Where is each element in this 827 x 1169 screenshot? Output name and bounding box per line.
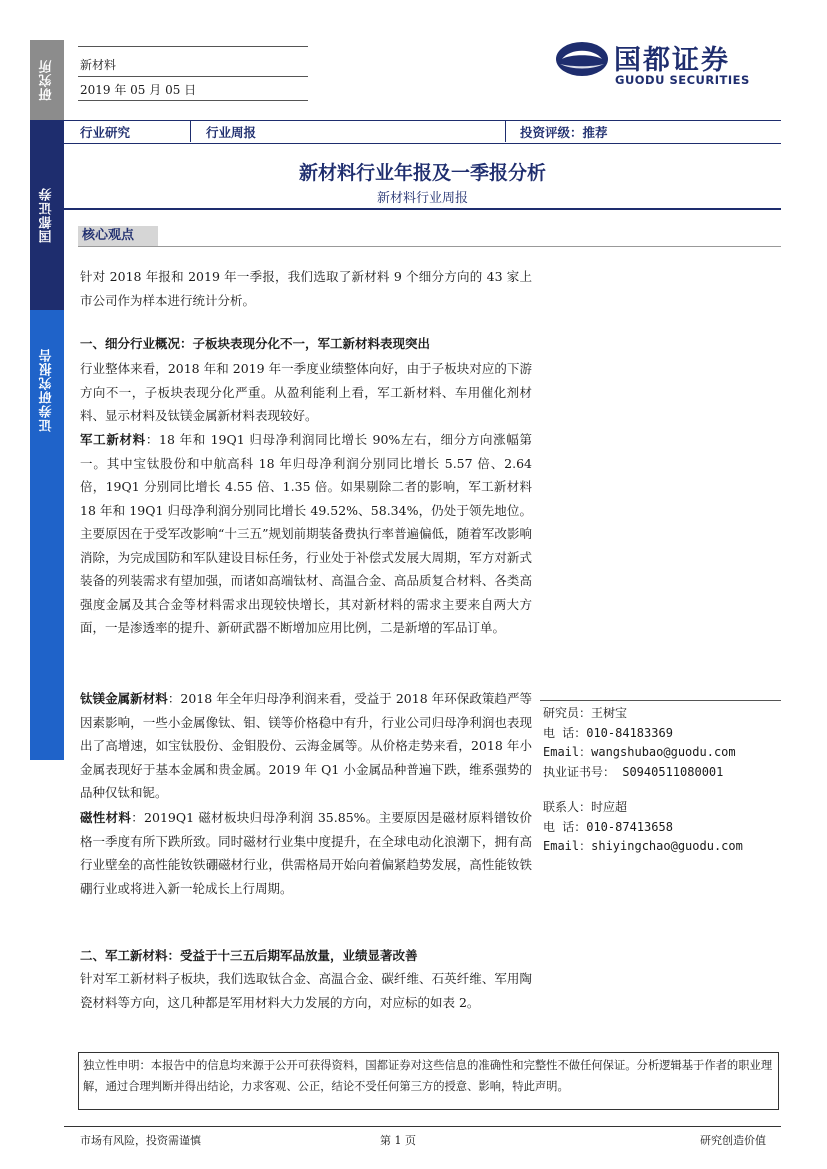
header-rule-mid <box>78 76 308 77</box>
report-title: 新材料行业年报及一季报分析 <box>298 162 546 184</box>
header-rule-top <box>78 46 308 47</box>
military-lead: 军工新材料 <box>80 432 146 447</box>
tag-separator <box>505 120 506 142</box>
report-tag-bar <box>64 120 781 144</box>
title-rule <box>64 208 781 210</box>
analyst-cert: 执业证书号： S0940511080001 <box>543 764 724 779</box>
header-rule-bottom <box>78 100 308 101</box>
contact-phone: 电 话：010-87413658 <box>543 819 673 834</box>
section2-heading: 二、军工新材料：受益于十三五后期军品放量，业绩显著改善 <box>80 948 418 963</box>
section1-heading: 一、细分行业概况：子板块表现分化不一，军工新材料表现突出 <box>80 336 431 351</box>
sidebar-label-company: 国都证券 <box>39 187 55 243</box>
tag-weekly: 行业周报 <box>206 125 257 140</box>
titanium-paragraph <box>80 687 532 805</box>
contact-email[interactable]: Email：shiyingchao@guodu.com <box>543 839 743 853</box>
contact-block <box>543 798 743 857</box>
magnetic-text: ：2019Q1 磁材板块归母净利润 35.85%。主要原因是磁材原料镨钕价格一季度有所下跌所致。同时磁材行业集中度提升，在全球电动化浪潮下，拥有高行业壁垒的高性能钕铁硼磁材行业，供需格局开始向着偏紧趋势发展，高性能钕铁硼行业或将进入新一轮成长上行周期。 <box>80 810 532 896</box>
intro-paragraph: 针对 2018 年报和 2019 年一季报，我们选取了新材料 9 个细分方向的 43 家上市公司作为样本进行统计分析。 <box>80 269 532 308</box>
titanium-text: ：2018 年全年归母净利润来看，受益于 2018 年环保政策趋严等因素影响，一些小金属像钛、钼、镁等价格稳中有升，行业公司归母净利润也表现出了高增速，如宝钛股份、金钼股份、云海金属等。从价格走势来看，2018 年小金属表现好于基本金属和贵金属。2019 年 Q1 小金属品种普遍下跌，维系强势的品种仅钛和铌。 <box>80 691 532 800</box>
footer-risk-note: 市场有风险，投资需谨慎 <box>80 1134 201 1147</box>
tag-industry-research: 行业研究 <box>80 125 131 140</box>
footer-slogan: 研究创造价值 <box>700 1134 766 1147</box>
magnetic-paragraph <box>80 806 532 900</box>
analyst-phone: 电 话：010-84183369 <box>543 725 673 740</box>
military-text: ：18 年和 19Q1 归母净利润同比增长 90%左右，细分方向涨幅第一。其中宝钛股份和中航高科 18 年归母净利润分别同比增长 5.57 倍、2.64 倍，19Q1 分别同比增长 4.55 倍、1.35 倍。如果剔除二者的影响，军工新材料 18 年和 19Q1 归母净利润分别同比增长 49.52%、58.34%，仍处于领先地位。主要原因在于受军改影响“十三五”规划前期装备费执行率普遍偏低，随着军改影响消除，为完成国防和军队建设目标任务，行业处于补偿式发展大周期，军方对新式装备的列装需求有望加强，而诸如高端钛材、高温合金、高品质复合材料、各类高强度金属及其合金等材料需求出现较快增长，其对新材料的需求主要来自两大方面，一是渗透率的提升、新研武器不断增加应用比例，二是新增的军品订单。 <box>80 432 532 635</box>
military-paragraph <box>80 428 532 640</box>
tag-rating: 投资评级：推荐 <box>520 125 608 140</box>
analyst-block <box>543 704 736 782</box>
footer-rule <box>64 1126 781 1127</box>
sidebar-label-institute: 研究所 <box>39 59 55 101</box>
contact-rule <box>540 700 781 701</box>
section2-text: 针对军工新材料子板块，我们选取钛合金、高温合金、碳纤维、石英纤维、军用陶瓷材料等方向，这几种都是军用材料大力发展的方向，对应标的如表 2。 <box>80 971 532 1010</box>
section1-overview: 行业整体来看，2018 年和 2019 年一季度业绩整体向好，由于子板块对应的下游方向不一，子板块表现分化严重。从盈利能利上看，军工新材料、车用催化剂材料、显示材料及钛镁金属新材料表现较好。 <box>80 361 532 423</box>
company-logo-en: GUODU SECURITIES <box>615 73 750 87</box>
report-subtitle: 新材料行业周报 <box>376 191 468 206</box>
contact-name: 联系人：时应超 <box>543 800 628 814</box>
company-logo-icon <box>554 40 610 78</box>
header-category: 新材料 <box>80 58 117 72</box>
independence-disclaimer: 独立性申明：本报告中的信息均来源于公开可获得资料，国都证券对这些信息的准确性和完整性不做任何保证。分析逻辑基于作者的职业理解，通过合理判断并得出结论，力求客观、公正，结论不受任何第三方的授意、影响，特此声明。 <box>78 1052 779 1110</box>
titanium-lead: 钛镁金属新材料 <box>80 691 168 706</box>
analyst-email[interactable]: Email：wangshubao@guodu.com <box>543 745 736 759</box>
company-logo-cn: 国都证券 <box>614 45 730 76</box>
core-views-label: 核心观点 <box>78 226 158 246</box>
footer-page-number: 第 1 页 <box>380 1134 416 1147</box>
analyst-name: 研究员：王树宝 <box>543 706 628 720</box>
tag-separator <box>190 120 191 142</box>
core-views-rule <box>78 246 781 247</box>
sidebar-label-report: 证券研究报告 <box>39 348 55 432</box>
magnetic-lead: 磁性材料 <box>80 810 132 825</box>
header-date: 2019 年 05 月 05 日 <box>80 83 197 97</box>
